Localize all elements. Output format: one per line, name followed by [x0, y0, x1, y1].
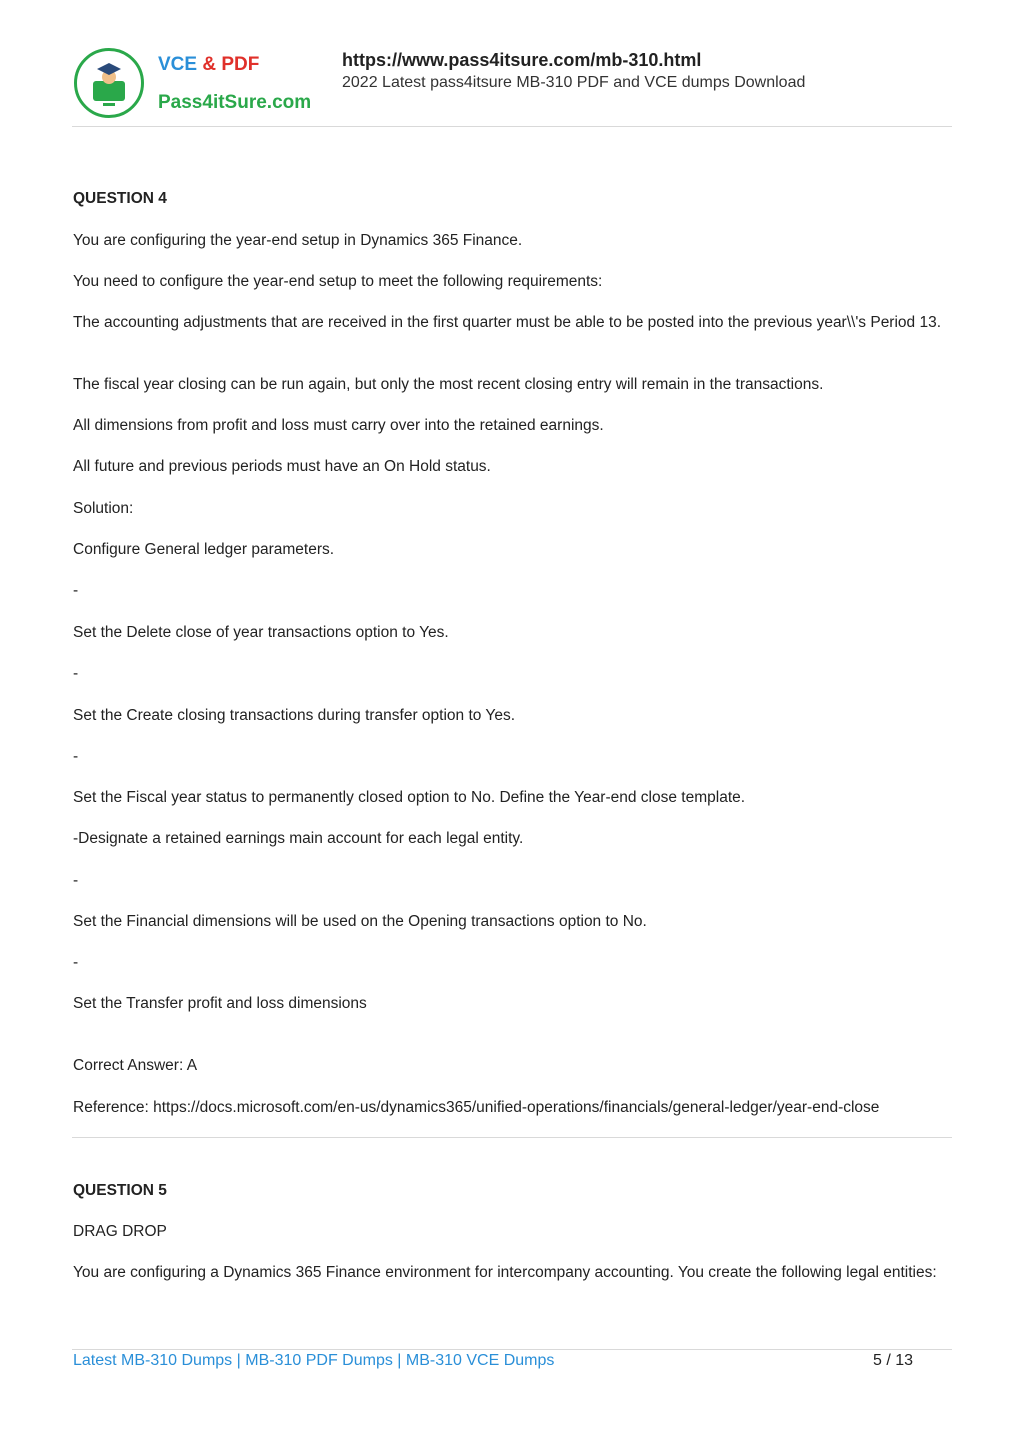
- question-text: Solution:: [73, 500, 134, 517]
- correct-answer: Correct Answer: A: [73, 1057, 198, 1074]
- question-text: Set the Fiscal year status to permanently closed option to No. Define the Year-end close template.: [73, 789, 746, 806]
- reference-link[interactable]: Reference: https://docs.microsoft.com/en-us/dynamics365/unified-operations/financials/general-ledger/year-end-close: [73, 1099, 880, 1116]
- question-text: Set the Create closing transactions during transfer option to Yes.: [73, 707, 516, 724]
- question-text: The accounting adjustments that are received in the first quarter must be able to be posted into the previous year\\'s Period 13.: [73, 314, 942, 331]
- question-text: Set the Delete close of year transactions option to Yes.: [73, 624, 449, 641]
- header-divider: [72, 126, 952, 127]
- question-title: QUESTION 5: [73, 1182, 167, 1199]
- bullet-dash: -: [73, 954, 79, 971]
- question-text: All future and previous periods must have an On Hold status.: [73, 458, 491, 475]
- footer-link-vce-dumps[interactable]: MB-310 VCE Dumps: [405, 1352, 555, 1369]
- footer-separator: |: [236, 1352, 241, 1369]
- question-text: You are configuring the year-end setup in Dynamics 365 Finance.: [73, 232, 523, 249]
- header-url[interactable]: https://www.pass4itsure.com/mb-310.html: [342, 50, 702, 70]
- footer-separator: |: [397, 1352, 402, 1369]
- header-subtitle: 2022 Latest pass4itsure MB-310 PDF and VCE dumps Download: [342, 74, 806, 91]
- question-text: You are configuring a Dynamics 365 Finance environment for intercompany accounting. You create the following legal entities:: [73, 1264, 937, 1281]
- page-footer: [73, 1352, 953, 1370]
- logo-text-site: Pass4itSure.com: [158, 92, 312, 113]
- footer-link-latest-dumps[interactable]: Latest MB-310 Dumps: [73, 1352, 233, 1369]
- bullet-dash: -: [73, 582, 79, 599]
- question-divider: [72, 1137, 952, 1138]
- page-number: 5 / 13: [872, 1352, 913, 1369]
- bullet-dash: -: [73, 665, 79, 682]
- logo-text-vce-pdf: VCE & PDF: [158, 54, 260, 75]
- page-header: [72, 44, 952, 126]
- footer-link-pdf-dumps[interactable]: MB-310 PDF Dumps: [245, 1352, 393, 1369]
- footer-divider: [72, 1349, 952, 1350]
- question-text: DRAG DROP: [73, 1223, 167, 1240]
- question-text: Configure General ledger parameters.: [73, 541, 335, 558]
- bullet-dash: -: [73, 748, 79, 765]
- logo-emblem-icon: [74, 48, 144, 118]
- question-text: -Designate a retained earnings main account for each legal entity.: [73, 830, 524, 847]
- question-text: You need to configure the year-end setup to meet the following requirements:: [73, 273, 603, 290]
- question-text: The fiscal year closing can be run again, but only the most recent closing entry will remain in the transactions.: [73, 376, 824, 393]
- bullet-dash: -: [73, 872, 79, 889]
- pass4itsure-logo: [72, 44, 322, 124]
- question-text: Set the Financial dimensions will be used on the Opening transactions option to No.: [73, 913, 647, 930]
- question-title: QUESTION 4: [73, 190, 167, 207]
- question-text: Set the Transfer profit and loss dimensions: [73, 995, 367, 1012]
- question-text: All dimensions from profit and loss must carry over into the retained earnings.: [73, 417, 604, 434]
